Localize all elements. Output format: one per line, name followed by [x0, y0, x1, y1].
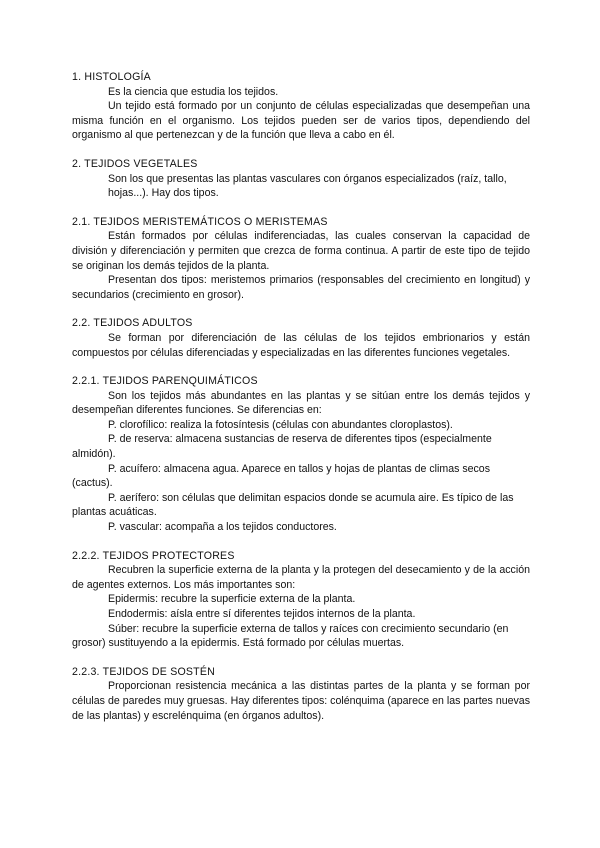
- paragraph: Un tejido está formado por un conjunto de células especializadas que desempeñan una misma función en el organismo. Los tejidos pueden ser de varios tipos, dependiendo del organismo al que pertenezcan y de la función que lleva a cabo en él.: [72, 100, 530, 142]
- paragraph: Proporcionan resistencia mecánica a las distintas partes de la planta y se forman por células de paredes muy gruesas. Hay diferentes tipos: colénquima (aparece en las partes nuevas de las plantas) y escrelénquima (en órganos adultos).: [72, 680, 530, 722]
- document-section: [72, 549, 530, 651]
- document-page: [72, 70, 530, 737]
- paragraph: Es la ciencia que estudia los tejidos.: [108, 85, 279, 98]
- paragraph: P. acuífero: almacena agua. Aparece en tallos y hojas de plantas de climas secos (cactus).: [72, 462, 490, 490]
- document-section: [72, 316, 530, 360]
- paragraph: Epidermis: recubre la superficie externa de la planta.: [108, 593, 356, 606]
- document-section: [72, 374, 530, 535]
- paragraph: Son los que presentas las plantas vasculares con órganos especializados (raíz, tallo, hojas...). Hay dos tipos.: [108, 172, 507, 200]
- paragraph: Están formados por células indiferenciadas, las cuales conservan la capacidad de división y diferenciación y permiten que crezca de forma continua. A partir de este tipo de tejido se originan los demás tejidos de la planta.: [72, 230, 530, 272]
- paragraph: P. aerífero: son células que delimitan espacios donde se acumula aire. Es típico de las plantas acuáticas.: [72, 491, 514, 519]
- paragraph: P. vascular: acompaña a los tejidos conductores.: [108, 521, 337, 534]
- paragraph: Endodermis: aísla entre sí diferentes tejidos internos de la planta.: [108, 608, 416, 620]
- section-heading: 2.2.3. TEJIDOS DE SOSTÉN: [72, 665, 215, 678]
- paragraph: Presentan dos tipos: meristemos primarios (responsables del crecimiento en longitud) y secundarios (crecimiento en grosor).: [72, 274, 530, 301]
- section-heading: 2.1. TEJIDOS MERISTEMÁTICOS O MERISTEMAS: [72, 215, 328, 228]
- section-heading: 2.2. TEJIDOS ADULTOS: [72, 317, 193, 330]
- paragraph: P. de reserva: almacena sustancias de reserva de diferentes tipos (especialmente almidón).: [72, 433, 492, 461]
- document-section: [72, 665, 530, 723]
- paragraph: P. clorofílico: realiza la fotosíntesis (células con abundantes cloroplastos).: [108, 418, 453, 431]
- section-heading: 2.2.1. TEJIDOS PARENQUIMÁTICOS: [72, 375, 258, 388]
- document-section: [72, 70, 530, 143]
- document-section: [72, 157, 530, 201]
- section-heading: 2.2.2. TEJIDOS PROTECTORES: [72, 549, 235, 562]
- paragraph: Súber: recubre la superficie externa de tallos y raíces con crecimiento secundario (en grosor) sustituyendo a la epidermis. Está formado por células muertas.: [72, 622, 509, 650]
- section-heading: 1. HISTOLOGÍA: [72, 71, 151, 83]
- document-section: [72, 215, 530, 303]
- section-heading: 2. TEJIDOS VEGETALES: [72, 157, 198, 170]
- paragraph: Recubren la superficie externa de la planta y la protegen del desecamiento y de la acción de agentes externos. Los más importantes son:: [72, 564, 530, 591]
- paragraph: Se forman por diferenciación de las células de los tejidos embrionarios y están compuestos por células diferenciadas y especializadas en las diferentes funciones vegetales.: [72, 331, 530, 359]
- paragraph: Son los tejidos más abundantes en las plantas y se sitúan entre los demás tejidos y desempeñan diferentes funciones. Se diferencias en:: [72, 389, 530, 417]
